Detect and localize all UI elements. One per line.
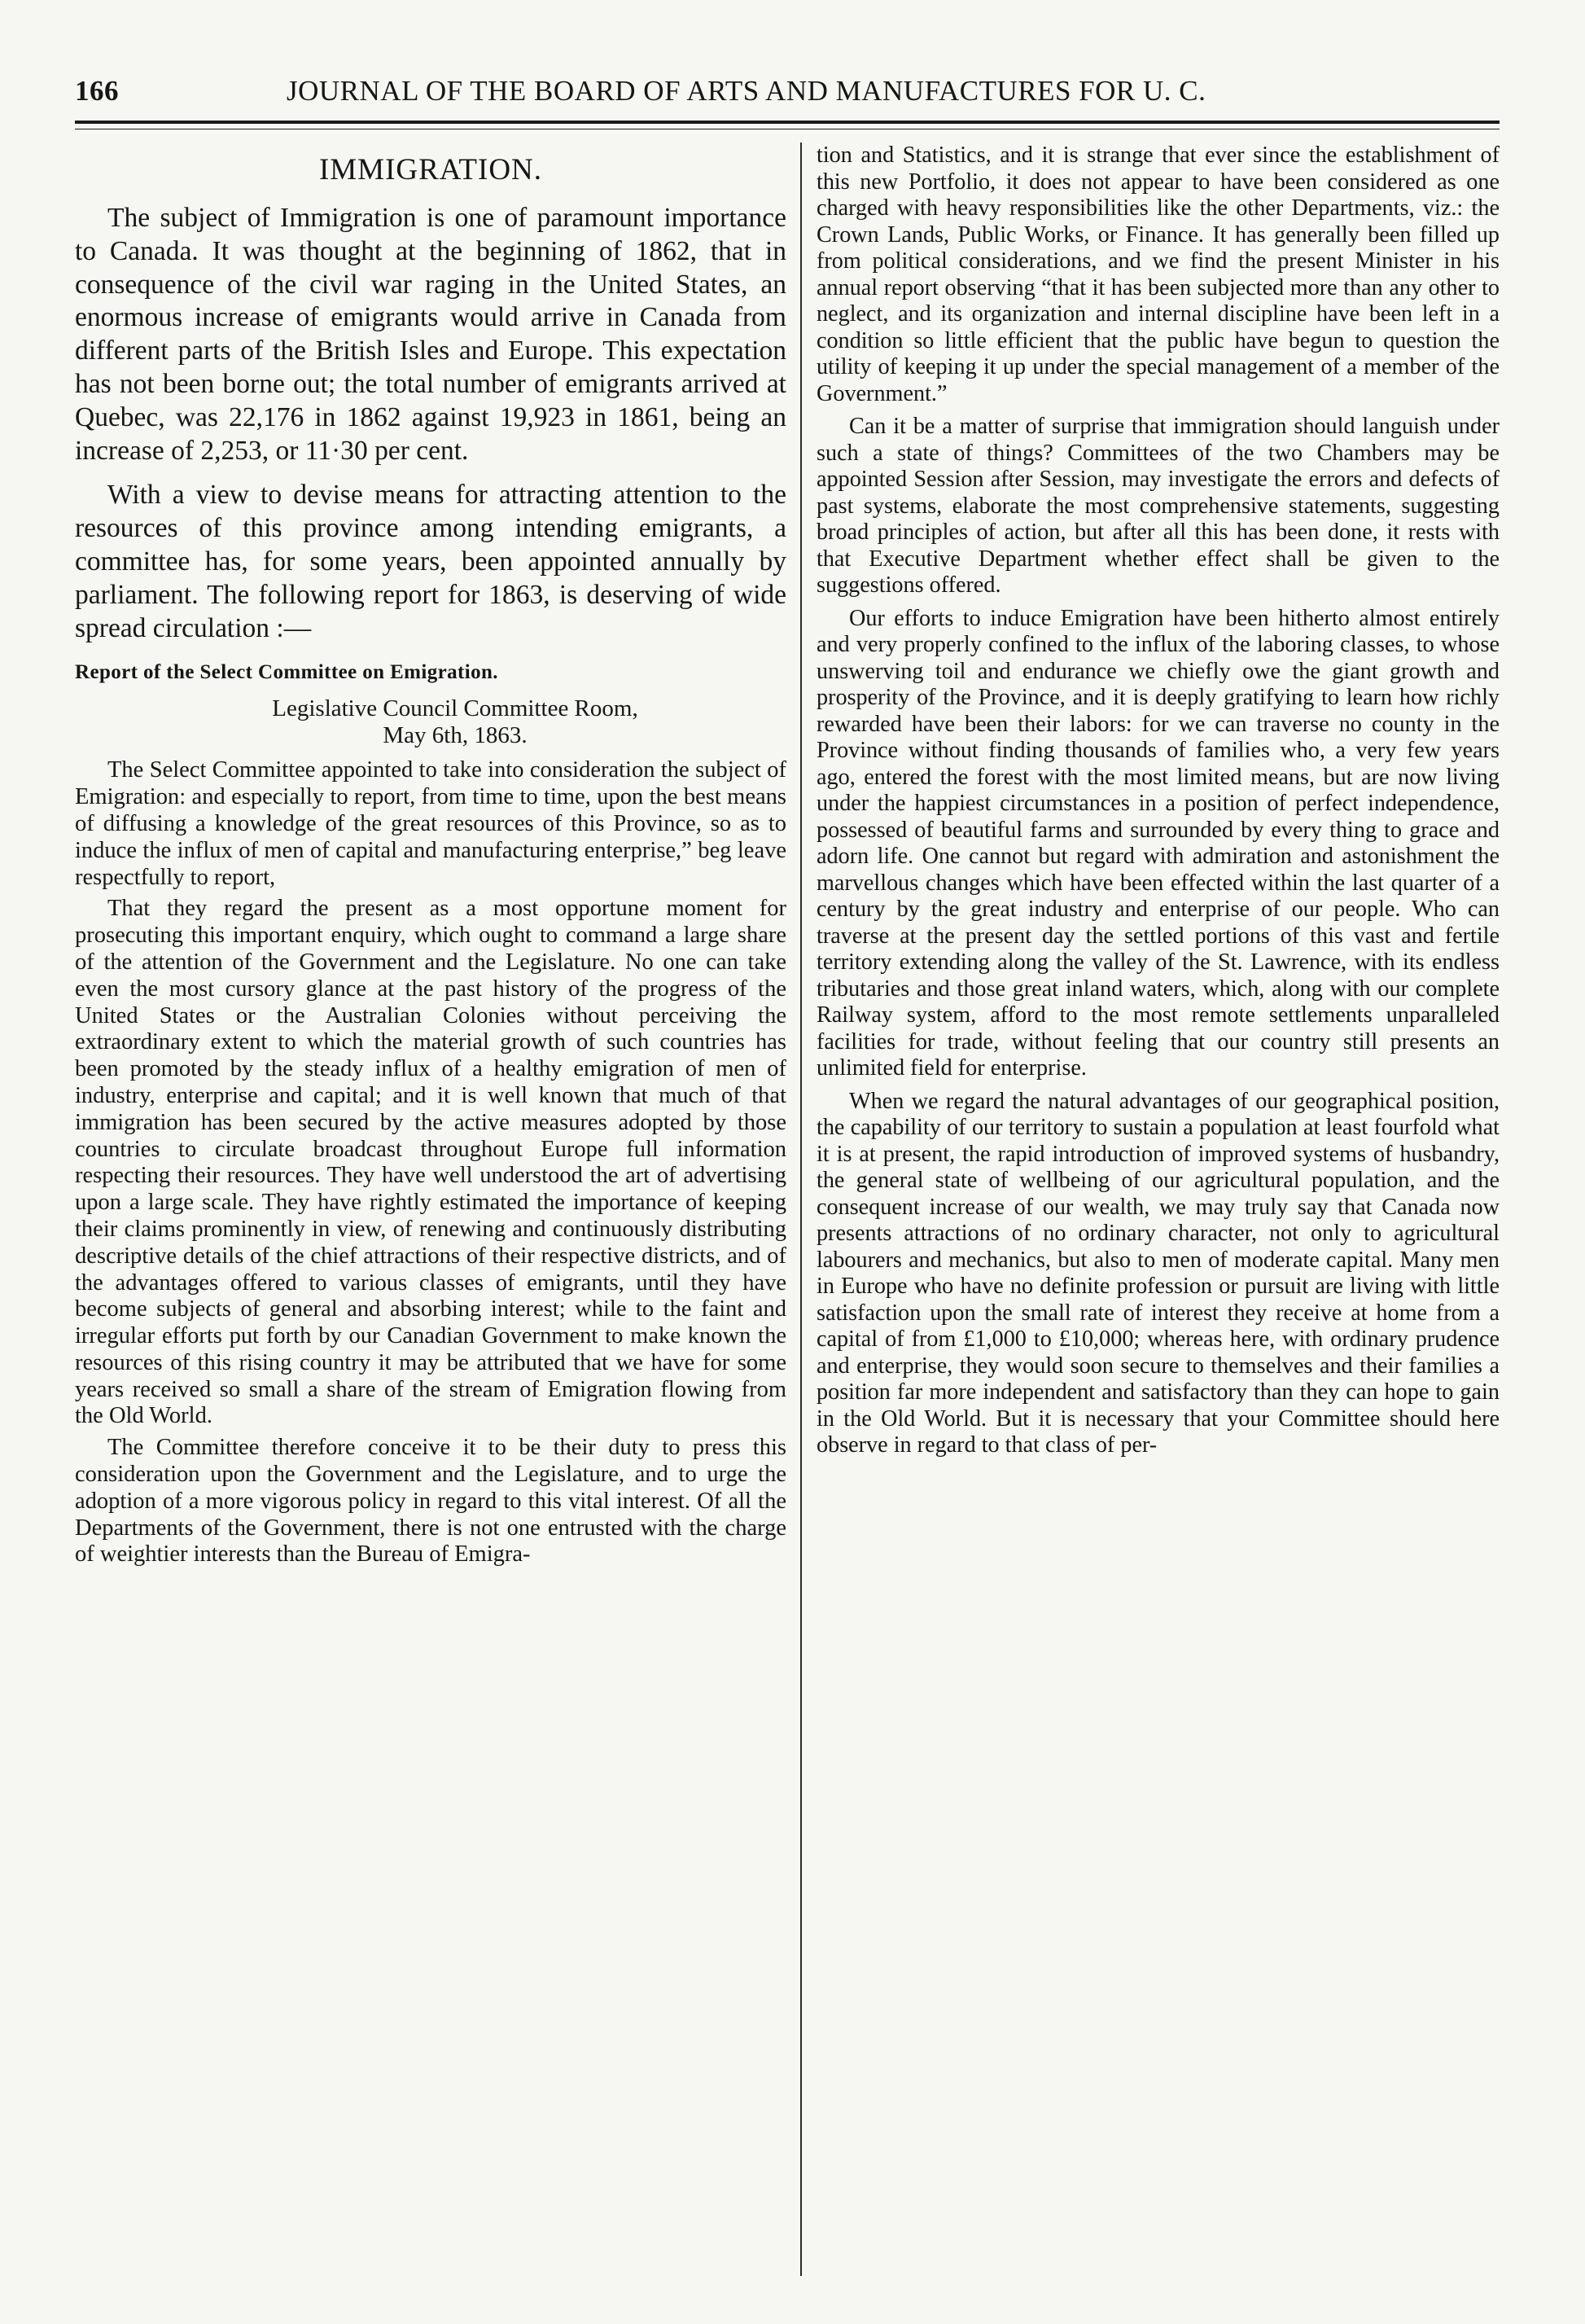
body-paragraph: When we regard the natural advantages of our geographical position, the capability of our territory to sustain a population at least fourfold what it is at present, the rapid introduction of improved systems of husbandry, the general state of wellbeing of our agricultural population, and the consequent increase of our wealth, we may truly say that Canada now presents attractions of no ordinary character, not only to agricultural labourers and mechanics, but also to men of moderate capital. Many men in Europe who have no definite profession or pursuit are living with little satisfaction upon the small rate of interest they receive at home from a capital of from £1,000 to £10,000; whereas here, with ordinary prudence and enterprise, they would soon secure to themselves and their families a position far more independent and satisfactory than they can hope to gain in the Old World. But it is necessary that your Committee should here observe in regard to that class of per- [817, 1088, 1500, 1458]
intro-paragraph: The subject of Immigration is one of paramount importance to Canada. It was thought at the beginning of 1862, that in consequence of the civil war raging in the United States, an enormous increase of emigrants would arrive in Canada from different parts of the British Isles and Europe. This expectation has not been borne out; the total number of emigrants arrived at Quebec, was 22,176 in 1862 against 19,923 in 1861, being an increase of 2,253, or 11·30 per cent. [75, 203, 786, 466]
report-paragraph: That they regard the present as a most opportune moment for prosecuting this important enquiry, which ought to command a large share of the attention of the Government and the Legislature. No one can take even the most cursory glance at the past history of the progress of the United States or the Australian Colonies without perceiving the extraordinary extent to which the material growth of such countries has been promoted by the steady influx of a healthy emigration of men of industry, enterprise and capital; and it is well known that much of that immigration has been secured by the active measures adopted by those countries to circulate broadcast throughout Europe full information respecting their resources. They have well understood the art of advertising upon a large scale. They have rightly estimated the importance of keeping their claims prominently in view, of renewing and continuously distributing descriptive details of the chief attractions of their respective districts, and of the advantages offered to various classes of emigrants, until they have become subjects of general and absorbing interest; while to the faint and irregular efforts put forth by our Canadian Government to make known the resources of this rising country it may be attributed that we have for some years received so small a share of the stream of Emigration flowing from the Old World. [75, 896, 786, 1429]
left-column [75, 143, 786, 1573]
dateline-place: Legislative Council Committee Room, [272, 695, 638, 722]
report-text [75, 757, 786, 1568]
report-paragraph: The Select Committee appointed to take into consideration the subject of Emigration: and especially to report, from time to time, upon the best means of diffusing a knowledge of the great resources of this Province, so as to induce the influx of men of capital and manufacturing enterprise,” beg leave respectfully to report, [75, 757, 786, 890]
body-paragraph: Can it be a matter of surprise that immigration should languish under such a state of things? Committees of the two Chambers may be appointed Session after Session, may investigate the errors and defects of past systems, elaborate the most comprehensive statements, suggesting broad principles of action, but after all this has been done, it rests with that Executive Department whether effect shall be given to the suggestions offered. [817, 414, 1500, 598]
report-title: Report of the Select Committee on Emigration. [75, 661, 498, 684]
running-title: JOURNAL OF THE BOARD OF ARTS AND MANUFACTURES FOR U. C. [287, 75, 1206, 107]
header-thick-rule [75, 121, 1500, 124]
continued-paragraph: tion and Statistics, and it is strange that ever since the establishment of this new Portfolio, it does not appear to have been considered as one charged with heavy responsibilities like the other Departments, viz.: the Crown Lands, Public Works, or Finance. It has generally been filled up from political considerations, and we find the present Minister in his annual report observing “that it has been subjected more than any other to neglect, and its organization and internal discipline have been left in a condition so little efficient that the public have begun to question the utility of keeping it up under the special management of a member of the Government.” [817, 143, 1500, 406]
right-column-text [817, 143, 1500, 1459]
body-paragraph: Our efforts to induce Emigration have been hitherto almost entirely and very properly confined to the influx of the laboring classes, to whose unswerving toil and endurance we chiefly owe the giant growth and prosperity of the Province, and it is deeply gratifying to learn how richly rewarded have been their labors: for we can traverse no county in the Province without finding thousands of families who, a very few years ago, entered the forest with the most limited means, but are now living under the happiest circumstances in a position of perfect independence, possessed of beautiful farms and surrounded by every thing to grace and adorn life. One cannot but regard with admiration and astonishment the marvellous changes which have been effected within the last quarter of a century by the great industry and enterprise of our people. Who can traverse at the present day the settled portions of this vast and fertile territory extending along the valley of the St. Lawrence, with its endless tributaries and those great inland waters, which, along with our complete Railway system, afford to the most remote settlements unparalleled facilities for trade, without feeling that our country still presents an unlimited field for enterprise. [817, 605, 1500, 1081]
article-heading: IMMIGRATION. [318, 153, 543, 186]
report-paragraph: The Committee therefore conceive it to be their duty to press this consideration upon the Government and the Legislature, and to urge the adoption of a more vigorous policy in regard to this vital interest. Of all the Departments of the Government, there is not one entrusted with the charge of weightier interests than the Bureau of Emigra- [75, 1435, 786, 1568]
intro-text [75, 202, 786, 645]
intro-paragraph: With a view to devise means for attracting attention to the resources of this province among intending emigrants, a committee has, for some years, been appointed annually by parliament. The following report for 1863, is deserving of wide spread circulation :— [75, 480, 786, 643]
dateline-date: May 6th, 1863. [383, 722, 528, 749]
page-number: 166 [75, 75, 119, 107]
dateline [75, 695, 786, 749]
column-divider [800, 143, 802, 2276]
right-column [817, 143, 1500, 1466]
